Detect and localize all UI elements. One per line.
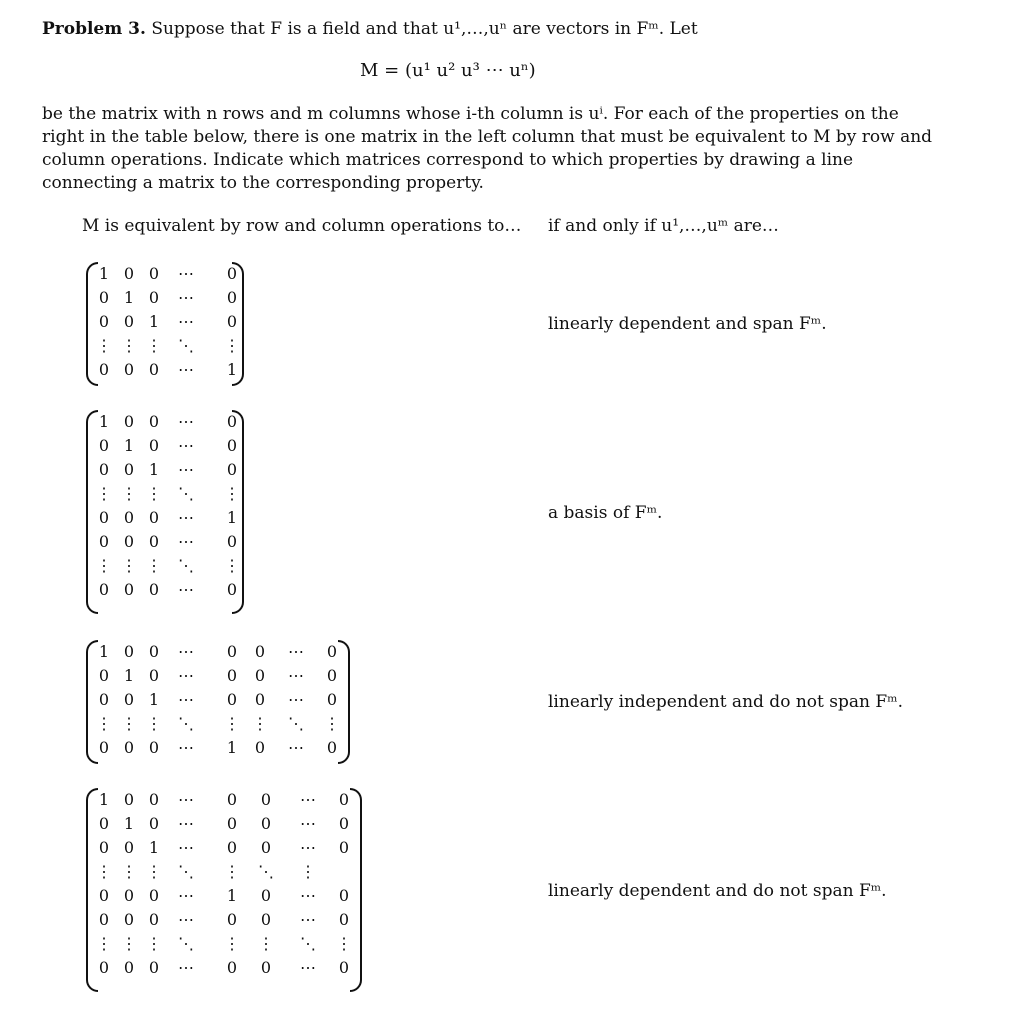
matrix-entry: 1	[98, 642, 110, 661]
matrix-identity	[86, 262, 244, 386]
matrix-entry: 0	[98, 288, 110, 307]
matrix-entry: 1	[226, 886, 238, 905]
matrix-entry: 0	[226, 532, 238, 551]
matrix-entry: ⋱	[288, 714, 304, 733]
matrix-entry: ⋱	[178, 336, 194, 355]
matrix-entry: ⋯	[178, 814, 194, 833]
matrix-entry: 0	[123, 886, 135, 905]
matrix-row	[86, 886, 362, 906]
matrix-entry: ⋯	[178, 532, 194, 551]
matrix-entry: 0	[338, 958, 350, 977]
matrix-entry: ⋮	[224, 934, 240, 953]
matrix-entry: ⋯	[178, 580, 194, 599]
matrix-entry: 1	[123, 436, 135, 455]
matrix-entry: ⋮	[146, 556, 162, 575]
matrix-entry: 0	[260, 814, 272, 833]
matrix-entry: 0	[123, 838, 135, 857]
matrix-entry: ⋯	[178, 790, 194, 809]
matrix-entry: ⋯	[178, 838, 194, 857]
matrix-entry: 0	[260, 910, 272, 929]
matrix-entry: 0	[98, 460, 110, 479]
matrix-entry: ⋯	[300, 814, 316, 833]
matrix-entry: 0	[148, 814, 160, 833]
matrix-entry: 1	[123, 288, 135, 307]
matrix-entry: 0	[123, 412, 135, 431]
matrix-row	[86, 556, 244, 576]
matrix-entry: 0	[123, 312, 135, 331]
matrix-entry: ⋮	[96, 714, 112, 733]
matrix-entry: 0	[338, 910, 350, 929]
property-dependent-span: linearly dependent and span Fᵐ.	[548, 314, 827, 334]
matrix-entry: ⋯	[178, 460, 194, 479]
matrix-entry: 0	[98, 580, 110, 599]
matrix-entry: ⋮	[96, 556, 112, 575]
problem-intro	[42, 18, 942, 41]
matrix-entry: 0	[148, 958, 160, 977]
matrix-row	[86, 910, 362, 930]
matrix-entry: ⋮	[96, 934, 112, 953]
matrix-entry: ⋯	[300, 910, 316, 929]
matrix-entry: 0	[98, 738, 110, 757]
matrix-entry: ⋯	[178, 910, 194, 929]
property-basis: a basis of Fᵐ.	[548, 503, 663, 523]
matrix-entry: 0	[123, 738, 135, 757]
matrix-block	[86, 788, 362, 992]
matrix-entry: 0	[260, 958, 272, 977]
property-independent-no-span: linearly independent and do not span Fᵐ.	[548, 692, 903, 712]
matrix-row	[86, 532, 244, 552]
matrix-entry: 0	[148, 666, 160, 685]
matrix-entry: 0	[226, 580, 238, 599]
matrix-entry: 0	[123, 360, 135, 379]
matrix-entry: 1	[226, 508, 238, 527]
matrix-entry: 0	[123, 580, 135, 599]
matrix-entry: 0	[254, 666, 266, 685]
matrix-row	[86, 862, 362, 882]
matrix-row	[86, 360, 244, 380]
matrix-row	[86, 934, 362, 954]
matrix-row	[86, 714, 350, 734]
matrix-entry: ⋯	[288, 690, 304, 709]
matrix-entry: 0	[260, 886, 272, 905]
matrix-entry: 0	[98, 532, 110, 551]
matrix-entry: 0	[123, 264, 135, 283]
matrix-entry: ⋮	[96, 484, 112, 503]
matrix-wide	[86, 640, 350, 764]
matrix-entry: ⋮	[146, 714, 162, 733]
matrix-row	[86, 690, 350, 710]
matrix-entry: 0	[326, 738, 338, 757]
matrix-entry: ⋮	[146, 862, 162, 881]
matrix-entry: 0	[226, 264, 238, 283]
matrix-entry: ⋱	[178, 862, 194, 881]
matrix-entry: ⋯	[178, 508, 194, 527]
matrix-entry: 0	[98, 886, 110, 905]
matrix-entry: 0	[123, 958, 135, 977]
matrix-entry: ⋯	[178, 288, 194, 307]
matrix-entry: 0	[338, 790, 350, 809]
matrix-entry: 0	[98, 838, 110, 857]
matrix-row	[86, 738, 350, 758]
matrix-entry: 0	[98, 312, 110, 331]
matrix-entry: 0	[148, 886, 160, 905]
matrix-entry: 0	[254, 738, 266, 757]
matrix-entry: 0	[148, 642, 160, 661]
matrix-entry: 0	[123, 790, 135, 809]
matrix-entry: ⋮	[224, 484, 240, 503]
matrix-row	[86, 958, 362, 978]
matrix-entry: 0	[254, 690, 266, 709]
matrix-entry: 0	[226, 790, 238, 809]
matrix-entry: ⋯	[178, 264, 194, 283]
matrix-entry: 0	[98, 958, 110, 977]
matrix-entry: ⋮	[336, 934, 352, 953]
matrix-entry: 0	[148, 532, 160, 551]
matrix-row	[86, 790, 362, 810]
matrix-entry: 0	[148, 580, 160, 599]
intro-text: Suppose that F is a field and that u¹,…,uⁿ are vectors in Fᵐ. Let	[151, 19, 698, 39]
matrix-entry: ⋮	[121, 556, 137, 575]
matrix-entry: 0	[98, 910, 110, 929]
matrix-entry: 0	[148, 264, 160, 283]
matrix-entry: 0	[148, 288, 160, 307]
matrix-entry: 0	[338, 886, 350, 905]
matrix-entry: 0	[123, 532, 135, 551]
matrix-entry: 1	[148, 312, 160, 331]
matrix-entry: ⋮	[121, 862, 137, 881]
matrix-entry: 0	[326, 690, 338, 709]
matrix-entry: ⋮	[96, 862, 112, 881]
matrix-entry: 0	[123, 690, 135, 709]
matrix-entry: ⋮	[146, 934, 162, 953]
matrix-entry: ⋱	[178, 934, 194, 953]
matrix-row	[86, 436, 244, 456]
matrix-entry: ⋱	[178, 484, 194, 503]
matrix-entry: 0	[226, 814, 238, 833]
matrix-entry: ⋯	[178, 886, 194, 905]
matrix-entry: 0	[260, 790, 272, 809]
matrix-entry: 1	[148, 460, 160, 479]
matrix-entry: ⋯	[300, 886, 316, 905]
matrix-entry: ⋯	[178, 412, 194, 431]
matrix-entry: 0	[148, 508, 160, 527]
matrix-entry: 1	[98, 264, 110, 283]
table-header-right: if and only if u¹,…,uᵐ are…	[548, 216, 779, 236]
matrix-entry: ⋯	[178, 958, 194, 977]
table-header-left: M is equivalent by row and column operations to…	[82, 216, 522, 236]
matrix-entry: 1	[148, 690, 160, 709]
matrix-entry: 0	[98, 436, 110, 455]
matrix-row	[86, 814, 362, 834]
matrix-entry: ⋯	[300, 838, 316, 857]
matrix-row	[86, 580, 244, 600]
matrix-entry: ⋮	[224, 336, 240, 355]
matrix-row	[86, 642, 350, 662]
matrix-entry: 0	[326, 666, 338, 685]
matrix-entry: 0	[148, 436, 160, 455]
matrix-entry: 1	[226, 360, 238, 379]
matrix-entry: ⋮	[121, 714, 137, 733]
matrix-entry: 0	[98, 690, 110, 709]
matrix-entry: 0	[226, 412, 238, 431]
matrix-entry: 0	[226, 910, 238, 929]
matrix-entry: 0	[226, 838, 238, 857]
matrix-entry: 0	[260, 838, 272, 857]
matrix-entry: ⋯	[288, 642, 304, 661]
matrix-entry: ⋮	[324, 714, 340, 733]
matrix-entry: 0	[148, 412, 160, 431]
matrix-entry: 1	[226, 738, 238, 757]
matrix-entry: 0	[226, 436, 238, 455]
matrix-entry: ⋮	[300, 862, 316, 881]
matrix-entry: 0	[148, 738, 160, 757]
matrix-formula: M = (u¹ u² u³ ⋯ uⁿ)	[360, 60, 536, 81]
matrix-entry: ⋱	[300, 934, 316, 953]
matrix-entry: ⋮	[224, 862, 240, 881]
matrix-row	[86, 264, 244, 284]
matrix-entry: 0	[338, 838, 350, 857]
matrix-entry: ⋯	[178, 642, 194, 661]
matrix-entry: 0	[123, 508, 135, 527]
matrix-entry: 1	[98, 412, 110, 431]
matrix-entry: 0	[338, 814, 350, 833]
matrix-entry: 0	[148, 910, 160, 929]
matrix-entry: ⋱	[178, 714, 194, 733]
matrix-entry: ⋮	[96, 336, 112, 355]
matrix-entry: ⋯	[178, 666, 194, 685]
matrix-entry: ⋮	[146, 484, 162, 503]
matrix-row	[86, 484, 244, 504]
matrix-entry: 0	[254, 642, 266, 661]
matrix-row	[86, 288, 244, 308]
matrix-entry: 0	[98, 508, 110, 527]
matrix-tall	[86, 410, 244, 614]
matrix-entry: 1	[123, 814, 135, 833]
matrix-entry: 1	[148, 838, 160, 857]
matrix-row	[86, 336, 244, 356]
matrix-entry: ⋯	[178, 360, 194, 379]
matrix-entry: ⋯	[300, 958, 316, 977]
matrix-entry: 0	[123, 642, 135, 661]
matrix-entry: ⋯	[288, 666, 304, 685]
matrix-entry: ⋮	[224, 556, 240, 575]
matrix-row	[86, 666, 350, 686]
matrix-entry: 0	[226, 312, 238, 331]
matrix-entry: 0	[226, 642, 238, 661]
matrix-entry: 0	[226, 958, 238, 977]
matrix-row	[86, 508, 244, 528]
matrix-entry: ⋮	[224, 714, 240, 733]
matrix-entry: 0	[226, 460, 238, 479]
problem-paragraph: be the matrix with n rows and m columns whose i-th column is uⁱ. For each of the properties on the right in the table below, there is one matrix in the left column that must be equivalent to M by row and column operations. Indicate which matrices correspond to which properties by drawing a line connecting a matrix to the corresponding property.	[42, 104, 933, 193]
matrix-entry: 0	[98, 666, 110, 685]
matrix-entry: 0	[226, 666, 238, 685]
problem-label: Problem 3.	[42, 19, 146, 39]
matrix-entry: ⋮	[121, 934, 137, 953]
matrix-entry: 0	[123, 910, 135, 929]
matrix-entry: 0	[98, 360, 110, 379]
matrix-entry: ⋯	[178, 312, 194, 331]
matrix-entry: ⋮	[258, 934, 274, 953]
matrix-entry: ⋱	[258, 862, 274, 881]
matrix-entry: 0	[148, 360, 160, 379]
matrix-entry: 1	[123, 666, 135, 685]
matrix-entry: ⋮	[146, 336, 162, 355]
matrix-entry: ⋮	[121, 484, 137, 503]
matrix-entry: ⋱	[178, 556, 194, 575]
matrix-entry: ⋮	[121, 336, 137, 355]
matrix-entry: ⋯	[300, 790, 316, 809]
matrix-row	[86, 838, 362, 858]
matrix-entry: 0	[148, 790, 160, 809]
matrix-entry: ⋯	[288, 738, 304, 757]
matrix-entry: 0	[226, 288, 238, 307]
matrix-entry: ⋯	[178, 738, 194, 757]
matrix-entry: 0	[123, 460, 135, 479]
matrix-entry: ⋯	[178, 690, 194, 709]
matrix-entry: 0	[326, 642, 338, 661]
matrix-row	[86, 460, 244, 480]
matrix-row	[86, 312, 244, 332]
matrix-row	[86, 412, 244, 432]
matrix-entry: ⋯	[178, 436, 194, 455]
property-dependent-no-span: linearly dependent and do not span Fᵐ.	[548, 881, 887, 901]
matrix-entry: ⋮	[252, 714, 268, 733]
matrix-entry: 0	[226, 690, 238, 709]
matrix-entry: 1	[98, 790, 110, 809]
matrix-entry: 0	[98, 814, 110, 833]
